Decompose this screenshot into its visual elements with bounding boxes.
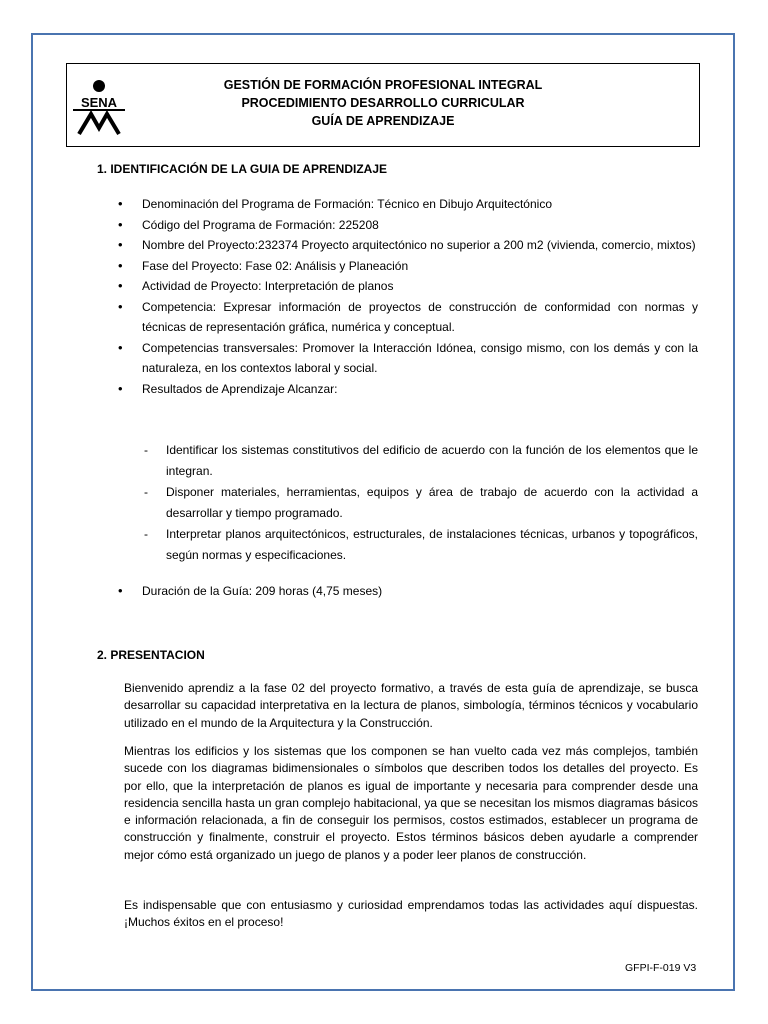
section-1-title: 1. IDENTIFICACIÓN DE LA GUIA DE APRENDIZAJE	[97, 162, 388, 176]
learning-results-list	[144, 440, 698, 566]
header-line-3: GUÍA DE APRENDIZAJE	[311, 114, 455, 128]
presentation-paragraph-2: Mientras los edificios y los sistemas que los componen se han vuelto cada vez más complejos, también sucede con los diagramas bidimensionales o símbolos que describen todos los detalles del proyecto. Es por ello, que la interpretación de planos es igual de importante y necesaria para comprender desde una residencia sencilla hasta un gran complejo habitacional, ya que se necesitan los mismos diagramas básicos e información relacionada, a fin de conseguir los permisos, costos estimados, establecer un programa de construcción y finalmente, construir el proyecto. Estos términos básicos deben ayudarle a comprender mejor cómo está organizado un juego de planos y a poder leer planos de construcción.	[124, 744, 698, 862]
duration-list	[118, 581, 698, 601]
list-item: • Código del Programa de Formación: 225208	[118, 215, 698, 236]
identification-list	[118, 194, 698, 399]
result-item: - Identificar los sistemas constitutivos del edificio de acuerdo con la función de los elementos que le integran.	[144, 440, 698, 482]
list-item: • Resultados de Aprendizaje Alcanzar:	[118, 379, 698, 400]
section-2-title: 2. PRESENTACION	[97, 648, 205, 662]
list-item: • Competencia: Expresar información de proyectos de construcción de conformidad con normas y técnicas de representación gráfica, numérica y conceptual.	[118, 297, 698, 338]
list-item: • Competencias transversales: Promover la Interacción Idónea, consigo mismo, con los demás y con la naturaleza, en los contextos laboral y social.	[118, 338, 698, 379]
presentation-paragraph-1: Bienvenido aprendiz a la fase 02 del proyecto formativo, a través de esta guía de aprendizaje, se busca desarrollar su capacidad interpretativa en la lectura de planos, simbología, términos técnicos y vocabulario utilizado en el mundo de la Arquitectura y la Construcción.	[124, 681, 698, 730]
presentation-paragraph-3: Es indispensable que con entusiasmo y curiosidad emprendamos todas las actividades aquí dispuestas. ¡Muchos éxitos en el proceso!	[124, 898, 698, 930]
duration-item: • Duración de la Guía: 209 horas (4,75 meses)	[118, 581, 698, 601]
header-line-2: PROCEDIMIENTO DESARROLLO CURRICULAR	[241, 96, 525, 110]
list-item: • Fase del Proyecto: Fase 02: Análisis y Planeación	[118, 256, 698, 277]
sena-logo-text: SENA	[80, 95, 118, 110]
document-header	[66, 63, 700, 147]
result-item: - Interpretar planos arquitectónicos, estructurales, de instalaciones técnicas, urbanos y topográficos, según normas y especificaciones.	[144, 524, 698, 566]
header-line-1: GESTIÓN DE FORMACIÓN PROFESIONAL INTEGRAL	[223, 78, 543, 92]
list-item: • Actividad de Proyecto: Interpretación de planos	[118, 276, 698, 297]
form-code: GFPI-F-019 V3	[625, 962, 697, 974]
result-item: - Disponer materiales, herramientas, equipos y área de trabajo de acuerdo con la actividad a desarrollar y tiempo programado.	[144, 482, 698, 524]
list-item: • Nombre del Proyecto:232374 Proyecto arquitectónico no superior a 200 m2 (vivienda, comercio, mixtos)	[118, 235, 698, 256]
header-titles	[67, 76, 699, 130]
list-item: • Denominación del Programa de Formación: Técnico en Dibujo Arquitectónico	[118, 194, 698, 215]
